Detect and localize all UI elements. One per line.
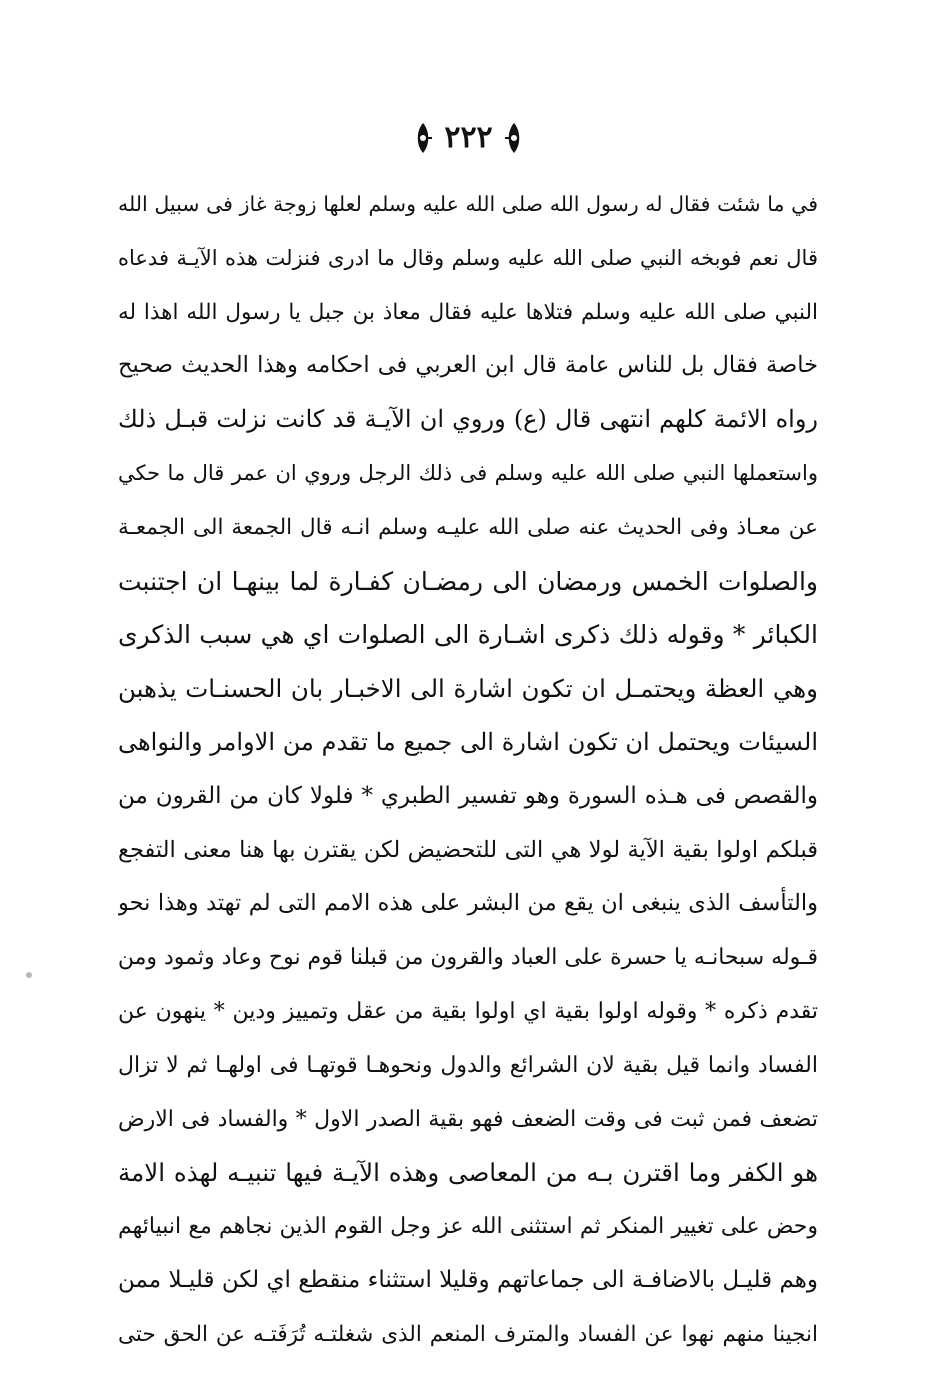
text-line: قـوله سبحانـه يا حسرة على العباد والقرون من قبلنا قوم نوح وعاد وثمود ومن [118,945,818,971]
text-line: وهي العظة ويحتمـل ان تكون اشارة الى الاخبـار بان الحسنـات يذهبن [118,674,818,704]
page-number: ٢٢٢ [444,120,493,155]
text-line: قبلكم اولوا بقية الآية لولا هي التى للتحضيض لكن يقترن بها هنا معنى التفجع [118,836,818,863]
right-ornament-icon [412,121,434,155]
text-line: خاصة فقال بل للناس عامة قال ابن العربي فى احكامه وهذا الحديث صحيح [118,352,818,379]
text-line: في ما شئت فقال له رسول الله صلى الله عليه وسلم لعلها زوجة غاز فى سبيل الله [118,192,818,216]
text-line: رواه الائمة كلهم انتهى قال (ع) وروي ان الآيـة قد كانت نزلت قبـل ذلك [118,405,818,434]
text-line: انجينا منهم نهوا عن الفساد والمترف المنعم الذى شغلتـه تُرَفَتـه عن الحق حتى [118,1321,818,1347]
text-line: هو الكفر وما اقترن بـه من المعاصى وهذه الآيـة فيها تنبيـه لهذه الامة [118,1158,818,1188]
text-line: السيئات ويحتمل ان تكون اشارة الى جميع ما تقدم من الاوامر والنواهى [118,727,818,756]
text-line: وهم قليـل بالاضافـة الى جماعاتهم وقليلا استثناء منقطع اي لكن قليـلا ممن [118,1266,818,1293]
text-line: الكبائر * وقوله ذلك ذكرى اشـارة الى الصلوات اي هي سبب الذكرى [118,620,818,650]
text-line: والقصص فى هـذه السورة وهو تفسير الطبري * فلولا كان من القرون من [118,782,818,809]
text-line: وحض على تغيير المنكر ثم استثنى الله عز وجل القوم الذين نجاهم مع انبيائهم [118,1214,818,1240]
text-line: واستعملها النبي صلى الله عليه وسلم فى ذلك الرجل وروي ان عمر قال ما حكي [118,460,818,485]
text-line: تضعف فمن ثبت فى وقت الضعف فهو بقية الصدر الاول * والفساد فى الارض [118,1106,818,1132]
text-line: والتأسف الذى ينبغى ان يقع من البشر على هذه الامم التى لم تهتد وهذا نحو [118,890,818,917]
text-line: قال نعم فوبخه النبي صلى الله عليه وسلم وقال ما ادرى فنزلت هذه الآيـة فدعاه [118,245,818,270]
body-text [118,178,818,1362]
text-line: تقدم ذكره * وقوله اولوا بقية اي اولوا بقية من عقل وتمييز ودين * ينهون عن [118,998,818,1024]
left-ornament-icon [503,121,525,155]
scan-speck [26,972,32,978]
page-header [0,118,937,158]
text-line: النبي صلى الله عليه وسلم فتلاها عليه فقال معاذ بن جبل يا رسول الله اهذا له [118,299,818,325]
text-line: والصلوات الخمس ورمضان الى رمضـان كفـارة لما بينهـا ان اجتنبت [118,566,818,596]
text-line: الفساد وانما قيل بقية لان الشرائع والدول ونحوهـا قوتهـا فى اولهـا ثم لا تزال [118,1052,818,1078]
text-line: عن معـاذ وفى الحديث عنه صلى الله عليـه وسلم انـه قال الجمعة الى الجمعـة [118,514,818,540]
